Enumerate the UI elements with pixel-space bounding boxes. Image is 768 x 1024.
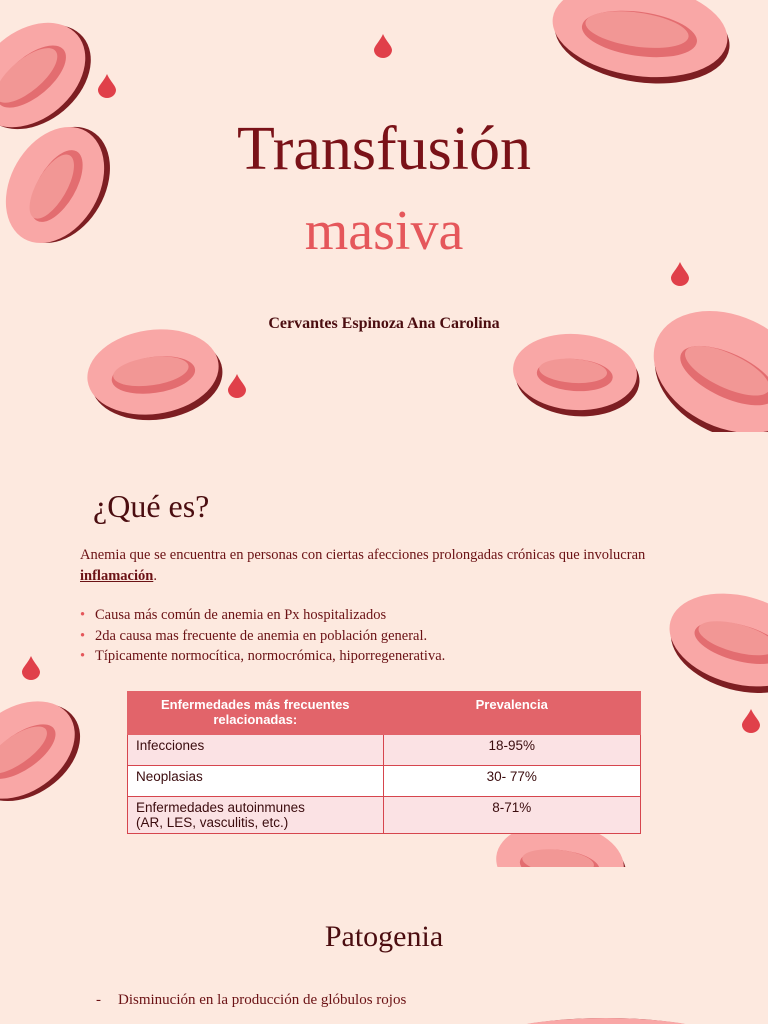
section-heading: Patogenia xyxy=(324,920,444,953)
table-row xyxy=(128,735,641,766)
table-cell-prevalence: 18-95% xyxy=(383,735,640,766)
disease-note: (AR, LES, vasculitis, etc.) xyxy=(136,815,289,830)
list-item xyxy=(80,646,640,667)
blood-drop-icon xyxy=(98,74,116,98)
title-slide xyxy=(0,0,768,432)
list-item-text: Disminución en la producción de glóbulos rojos xyxy=(118,992,407,1008)
definition-text: Anemia que se encuentra en personas con ciertas afecciones prolongadas crónicas que involucran xyxy=(80,547,646,563)
blood-drop-icon xyxy=(22,656,40,680)
bullet-list xyxy=(80,605,640,667)
table-header-row xyxy=(128,692,641,735)
pathogenesis-slide xyxy=(0,868,768,1024)
blood-drop-icon xyxy=(374,34,392,58)
red-blood-cell-icon xyxy=(78,322,228,422)
table-row xyxy=(128,797,641,834)
table-cell-prevalence: 8-71% xyxy=(383,797,640,834)
list-item-text: Típicamente normocítica, normocrómica, hiporregenerativa. xyxy=(95,648,446,664)
bullet-icon: • xyxy=(80,648,86,664)
disease-name: Enfermedades autoinmunes xyxy=(136,800,305,815)
red-blood-cell-icon xyxy=(545,0,735,90)
bullet-icon: • xyxy=(80,627,86,644)
table-header-prevalence: Prevalencia xyxy=(383,692,640,735)
table-cell-prevalence: 30- 77% xyxy=(383,766,640,797)
table-cell-disease: Neoplasias xyxy=(128,766,384,797)
dash-list xyxy=(96,990,441,1010)
red-blood-cell-icon xyxy=(478,1016,738,1024)
dash-icon: - xyxy=(96,992,101,1008)
list-item xyxy=(80,626,640,647)
red-blood-cell-icon xyxy=(505,325,645,420)
list-item-text: 2da causa mas frecuente de anemia en población general. xyxy=(95,627,428,644)
definition-paragraph xyxy=(80,545,680,587)
blood-drop-icon xyxy=(671,262,689,286)
red-blood-cell-icon xyxy=(665,583,768,698)
section-heading: ¿Qué es? xyxy=(93,488,210,524)
page-subtitle: masiva xyxy=(304,200,464,262)
blood-drop-icon xyxy=(742,709,760,733)
blood-drop-icon xyxy=(228,374,246,398)
list-item xyxy=(80,605,640,626)
page-title: Transfusión xyxy=(237,115,531,183)
definition-end: . xyxy=(153,568,157,584)
prevalence-table xyxy=(127,691,641,834)
list-item xyxy=(96,990,441,1010)
red-blood-cell-icon xyxy=(0,688,85,813)
table-row xyxy=(128,766,641,797)
table-header-disease: Enfermedades más frecuentes relacionadas: xyxy=(128,692,384,735)
table-cell-disease xyxy=(128,797,384,834)
bullet-icon: • xyxy=(80,607,86,623)
author-name: Cervantes Espinoza Ana Carolina xyxy=(268,315,500,332)
list-item-text: Causa más común de anemia en Px hospitalizados xyxy=(95,607,387,623)
definition-keyword: inflamación xyxy=(80,568,154,584)
table-cell-disease: Infecciones xyxy=(128,735,384,766)
definition-slide xyxy=(0,433,768,867)
